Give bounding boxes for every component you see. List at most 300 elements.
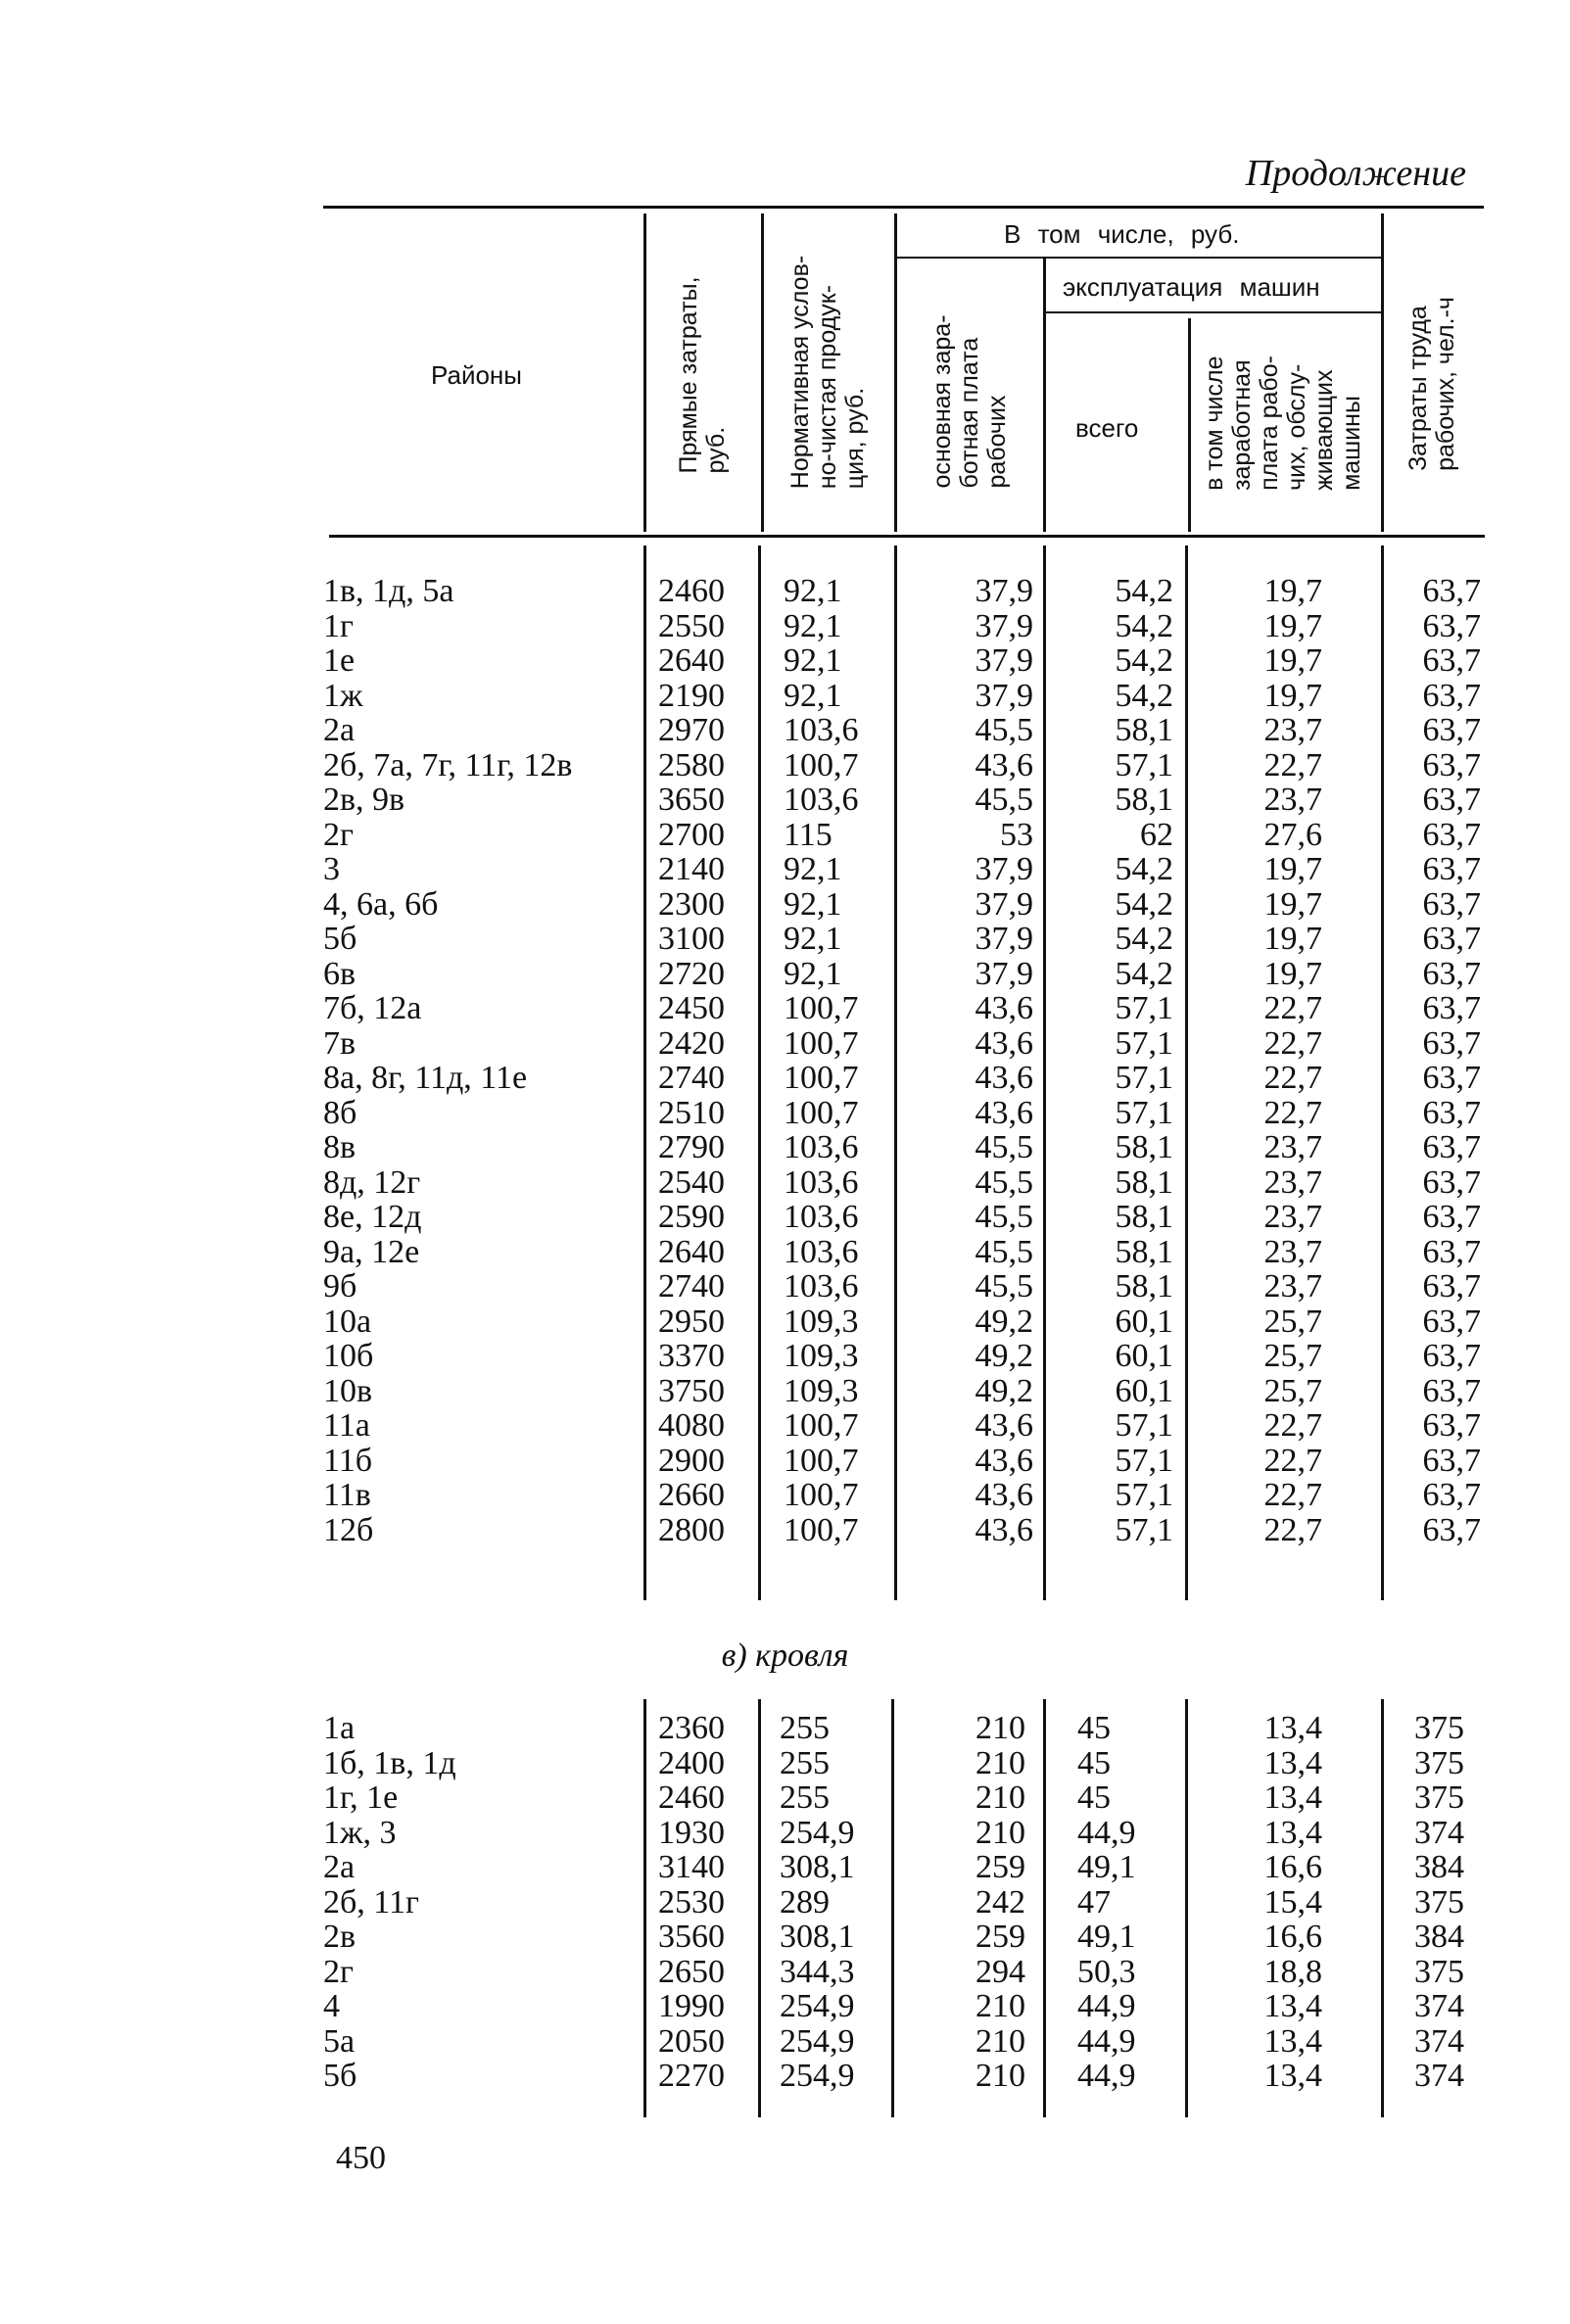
- value-cell: 63,7: [1422, 816, 1481, 853]
- value-cell: 23,7: [1263, 782, 1322, 818]
- value-cell: 210: [975, 1744, 1025, 1781]
- header-vline-1: [643, 213, 646, 532]
- value-cell: 210: [975, 1988, 1025, 2024]
- value-cell: 259: [975, 1849, 1025, 1885]
- value-cell: 63,7: [1422, 607, 1481, 644]
- value-cell: 45,5: [975, 1233, 1033, 1270]
- region-cell: 11б: [323, 1442, 373, 1479]
- value-cell: 2640: [658, 642, 725, 679]
- header-machine-wage: [1201, 356, 1365, 491]
- value-cell: 22,7: [1263, 1442, 1322, 1479]
- value-cell: 50,3: [1077, 1953, 1136, 1990]
- value-cell: 58,1: [1115, 1268, 1173, 1304]
- region-cell: 8д, 12г: [323, 1163, 421, 1201]
- value-cell: 103,6: [784, 782, 859, 818]
- continuation-label: Продолжение: [1245, 153, 1466, 194]
- value-cell: 19,7: [1263, 885, 1322, 923]
- value-cell: 92,1: [784, 921, 842, 957]
- value-cell: 43,6: [975, 1094, 1033, 1131]
- value-cell: 103,6: [784, 1129, 859, 1165]
- value-cell: 25,7: [1263, 1372, 1322, 1409]
- value-cell: 255: [780, 1779, 830, 1816]
- value-cell: 23,7: [1263, 1233, 1322, 1270]
- value-cell: 63,7: [1422, 573, 1481, 609]
- header-total: всего: [1075, 413, 1139, 443]
- value-cell: 43,6: [975, 746, 1033, 783]
- value-cell: 49,2: [975, 1303, 1033, 1340]
- region-cell: 8а, 8г, 11д, 11е: [323, 1060, 528, 1096]
- value-cell: 60,1: [1115, 1303, 1173, 1340]
- header-top-rule: [323, 206, 1484, 209]
- value-cell: 49,1: [1077, 1849, 1136, 1885]
- value-cell: 16,6: [1263, 1919, 1322, 1955]
- value-cell: 2740: [658, 1268, 725, 1304]
- value-cell: 37,9: [975, 885, 1033, 923]
- page-number: 450: [336, 2140, 386, 2176]
- region-cell: 1г, 1е: [323, 1779, 399, 1816]
- value-cell: 13,4: [1263, 2058, 1322, 2094]
- header-bottom-rule: [329, 535, 1485, 538]
- region-cell: 1б, 1в, 1д: [323, 1744, 456, 1781]
- value-cell: 45: [1077, 1710, 1111, 1746]
- value-cell: 54,2: [1115, 851, 1173, 887]
- value-cell: 25,7: [1263, 1303, 1322, 1340]
- header-machine-wage-line: чих, обслу-: [1283, 363, 1310, 491]
- value-cell: 92,1: [784, 677, 842, 714]
- value-cell: 22,7: [1263, 990, 1322, 1026]
- value-cell: 100,7: [784, 990, 859, 1026]
- value-cell: 375: [1414, 1710, 1464, 1746]
- value-cell: 63,7: [1422, 1060, 1481, 1096]
- value-cell: 19,7: [1263, 955, 1322, 992]
- value-cell: 54,2: [1115, 677, 1173, 714]
- value-cell: 3560: [658, 1919, 725, 1955]
- value-cell: 53: [1000, 816, 1033, 853]
- value-cell: 43,6: [975, 1024, 1033, 1062]
- value-cell: 25,7: [1263, 1338, 1322, 1374]
- value-cell: 16,6: [1263, 1849, 1322, 1885]
- value-cell: 2510: [658, 1094, 725, 1131]
- value-cell: 2360: [658, 1710, 725, 1746]
- value-cell: 45,5: [975, 1199, 1033, 1235]
- region-cell: 4, 6а, 6б: [323, 885, 439, 923]
- value-cell: 2450: [658, 990, 725, 1026]
- value-cell: 58,1: [1115, 782, 1173, 818]
- value-cell: 23,7: [1263, 1163, 1322, 1201]
- value-cell: 63,7: [1422, 712, 1481, 748]
- value-cell: 2190: [658, 677, 725, 714]
- value-cell: 92,1: [784, 642, 842, 679]
- value-cell: 2740: [658, 1060, 725, 1096]
- value-cell: 92,1: [784, 955, 842, 992]
- region-cell: 2в, 9в: [323, 782, 405, 818]
- value-cell: 37,9: [975, 642, 1033, 679]
- value-cell: 13,4: [1263, 1814, 1322, 1851]
- value-cell: 374: [1414, 1814, 1464, 1851]
- header-base-wage: [928, 314, 1011, 488]
- table1-vline-4: [1043, 545, 1046, 1600]
- value-cell: 58,1: [1115, 1233, 1173, 1270]
- value-cell: 63,7: [1422, 1511, 1481, 1548]
- value-cell: 45,5: [975, 1268, 1033, 1304]
- value-cell: 100,7: [784, 1442, 859, 1479]
- value-cell: 54,2: [1115, 642, 1173, 679]
- value-cell: 308,1: [780, 1849, 855, 1885]
- value-cell: 255: [780, 1744, 830, 1781]
- value-cell: 2050: [658, 2022, 725, 2060]
- header-normative-line: ция, руб.: [841, 387, 869, 490]
- value-cell: 2550: [658, 607, 725, 644]
- region-cell: 8е, 12д: [323, 1199, 422, 1235]
- header-vline-5: [1188, 318, 1191, 532]
- value-cell: 43,6: [975, 1060, 1033, 1096]
- header-labor-line: рабочих, чел.-ч: [1432, 297, 1459, 471]
- section-title-roofing: в) кровля: [721, 1637, 849, 1674]
- value-cell: 37,9: [975, 677, 1033, 714]
- value-cell: 2640: [658, 1233, 725, 1270]
- value-cell: 23,7: [1263, 1199, 1322, 1235]
- value-cell: 100,7: [784, 1407, 859, 1444]
- value-cell: 254,9: [780, 2058, 855, 2094]
- value-cell: 63,7: [1422, 990, 1481, 1026]
- value-cell: 2420: [658, 1024, 725, 1062]
- value-cell: 23,7: [1263, 1129, 1322, 1165]
- value-cell: 19,7: [1263, 607, 1322, 644]
- value-cell: 109,3: [784, 1303, 859, 1340]
- value-cell: 22,7: [1263, 1511, 1322, 1548]
- region-cell: 11в: [323, 1477, 371, 1513]
- value-cell: 100,7: [784, 1024, 859, 1062]
- value-cell: 384: [1414, 1919, 1464, 1955]
- value-cell: 13,4: [1263, 1988, 1322, 2024]
- value-cell: 63,7: [1422, 782, 1481, 818]
- value-cell: 100,7: [784, 1511, 859, 1548]
- value-cell: 54,2: [1115, 607, 1173, 644]
- table2-vline-3: [891, 1699, 894, 2117]
- value-cell: 22,7: [1263, 1024, 1322, 1062]
- header-incl-rule: [896, 257, 1381, 259]
- value-cell: 63,7: [1422, 1338, 1481, 1374]
- header-normative-line: Нормативная услов-: [786, 255, 814, 490]
- header-direct-costs: [675, 276, 730, 473]
- value-cell: 22,7: [1263, 1060, 1322, 1096]
- region-cell: 2г: [323, 1953, 354, 1990]
- region-cell: 1г: [323, 607, 354, 644]
- table2-vline-4: [1043, 1699, 1046, 2117]
- value-cell: 54,2: [1115, 885, 1173, 923]
- value-cell: 100,7: [784, 1477, 859, 1513]
- value-cell: 23,7: [1263, 712, 1322, 748]
- header-vline-4: [1043, 259, 1046, 532]
- value-cell: 2580: [658, 746, 725, 783]
- value-cell: 37,9: [975, 955, 1033, 992]
- value-cell: 294: [975, 1953, 1025, 1990]
- region-cell: 7в: [323, 1024, 357, 1062]
- value-cell: 109,3: [784, 1372, 859, 1409]
- region-cell: 10в: [323, 1372, 373, 1409]
- value-cell: 1930: [658, 1814, 725, 1851]
- value-cell: 44,9: [1077, 1814, 1136, 1851]
- value-cell: 2140: [658, 851, 725, 887]
- region-cell: 2а: [323, 712, 356, 748]
- region-cell: 4: [323, 1988, 340, 2024]
- value-cell: 63,7: [1422, 1268, 1481, 1304]
- region-cell: 2б, 7а, 7г, 11г, 12в: [323, 746, 573, 783]
- header-machine-wage-line: заработная: [1228, 359, 1256, 491]
- value-cell: 103,6: [784, 1163, 859, 1201]
- region-cell: 1ж: [323, 677, 363, 714]
- value-cell: 2900: [658, 1442, 725, 1479]
- value-cell: 62: [1140, 816, 1173, 853]
- value-cell: 2270: [658, 2058, 725, 2094]
- value-cell: 259: [975, 1919, 1025, 1955]
- value-cell: 45,5: [975, 782, 1033, 818]
- value-cell: 2720: [658, 955, 725, 992]
- value-cell: 375: [1414, 1744, 1464, 1781]
- value-cell: 375: [1414, 1779, 1464, 1816]
- value-cell: 344,3: [780, 1953, 855, 1990]
- header-machines-group: эксплуатация машин: [1063, 272, 1320, 302]
- value-cell: 13,4: [1263, 2022, 1322, 2060]
- region-cell: 1в, 1д, 5а: [323, 573, 454, 609]
- value-cell: 2400: [658, 1744, 725, 1781]
- value-cell: 63,7: [1422, 921, 1481, 957]
- header-base-wage-line: ботная плата: [956, 337, 983, 489]
- header-base-wage-line: рабочих: [983, 395, 1011, 489]
- header-machines-rule: [1045, 311, 1381, 313]
- region-cell: 2г: [323, 816, 354, 853]
- region-cell: 1а: [323, 1710, 356, 1746]
- value-cell: 13,4: [1263, 1779, 1322, 1816]
- value-cell: 254,9: [780, 1814, 855, 1851]
- value-cell: 63,7: [1422, 851, 1481, 887]
- value-cell: 43,6: [975, 990, 1033, 1026]
- header-vline-2: [761, 213, 764, 532]
- value-cell: 23,7: [1263, 1268, 1322, 1304]
- value-cell: 100,7: [784, 746, 859, 783]
- value-cell: 63,7: [1422, 642, 1481, 679]
- value-cell: 63,7: [1422, 1407, 1481, 1444]
- value-cell: 3140: [658, 1849, 725, 1885]
- value-cell: 255: [780, 1710, 830, 1746]
- value-cell: 22,7: [1263, 1094, 1322, 1131]
- value-cell: 63,7: [1422, 1303, 1481, 1340]
- value-cell: 210: [975, 2022, 1025, 2060]
- region-cell: 6в: [323, 955, 357, 992]
- value-cell: 60,1: [1115, 1372, 1173, 1409]
- header-machine-wage-line: машины: [1338, 396, 1365, 491]
- value-cell: 43,6: [975, 1477, 1033, 1513]
- value-cell: 54,2: [1115, 573, 1173, 609]
- value-cell: 2660: [658, 1477, 725, 1513]
- region-cell: 5б: [323, 921, 357, 957]
- header-vline-3: [894, 213, 897, 532]
- value-cell: 22,7: [1263, 746, 1322, 783]
- value-cell: 92,1: [784, 573, 842, 609]
- value-cell: 44,9: [1077, 2022, 1136, 2060]
- value-cell: 375: [1414, 1883, 1464, 1921]
- header-normative-product: [786, 256, 869, 489]
- value-cell: 2590: [658, 1199, 725, 1235]
- value-cell: 63,7: [1422, 955, 1481, 992]
- value-cell: 1990: [658, 1988, 725, 2024]
- value-cell: 44,9: [1077, 1988, 1136, 2024]
- value-cell: 374: [1414, 1988, 1464, 2024]
- value-cell: 37,9: [975, 851, 1033, 887]
- region-cell: 8в: [323, 1129, 357, 1165]
- value-cell: 2950: [658, 1303, 725, 1340]
- value-cell: 2300: [658, 885, 725, 923]
- region-cell: 2б, 11г: [323, 1883, 419, 1921]
- value-cell: 374: [1414, 2022, 1464, 2060]
- value-cell: 63,7: [1422, 1024, 1481, 1062]
- value-cell: 22,7: [1263, 1477, 1322, 1513]
- value-cell: 43,6: [975, 1442, 1033, 1479]
- value-cell: 49,2: [975, 1372, 1033, 1409]
- value-cell: 37,9: [975, 573, 1033, 609]
- table1-vline-2: [758, 545, 761, 1600]
- value-cell: 54,2: [1115, 921, 1173, 957]
- value-cell: 103,6: [784, 1199, 859, 1235]
- value-cell: 37,9: [975, 607, 1033, 644]
- value-cell: 92,1: [784, 885, 842, 923]
- value-cell: 58,1: [1115, 1199, 1173, 1235]
- value-cell: 2460: [658, 573, 725, 609]
- header-machine-wage-line: плата рабо-: [1256, 356, 1283, 491]
- value-cell: 18,8: [1263, 1953, 1322, 1990]
- value-cell: 58,1: [1115, 1163, 1173, 1201]
- region-cell: 5а: [323, 2022, 356, 2060]
- value-cell: 13,4: [1263, 1710, 1322, 1746]
- value-cell: 54,2: [1115, 955, 1173, 992]
- region-cell: 1ж, 3: [323, 1814, 397, 1851]
- header-labor-costs: [1404, 297, 1459, 471]
- region-cell: 10а: [323, 1303, 372, 1340]
- value-cell: 58,1: [1115, 712, 1173, 748]
- value-cell: 2800: [658, 1511, 725, 1548]
- value-cell: 2460: [658, 1779, 725, 1816]
- header-direct-costs-line: Прямые затраты,: [675, 276, 702, 474]
- value-cell: 63,7: [1422, 1442, 1481, 1479]
- value-cell: 57,1: [1115, 1024, 1173, 1062]
- value-cell: 115: [784, 816, 833, 853]
- value-cell: 57,1: [1115, 746, 1173, 783]
- value-cell: 13,4: [1263, 1744, 1322, 1781]
- value-cell: 19,7: [1263, 921, 1322, 957]
- value-cell: 2650: [658, 1953, 725, 1990]
- table2-vline-5: [1185, 1699, 1188, 2117]
- value-cell: 63,7: [1422, 885, 1481, 923]
- value-cell: 19,7: [1263, 642, 1322, 679]
- header-machine-wage-line: живающих: [1310, 369, 1338, 491]
- value-cell: 3100: [658, 921, 725, 957]
- value-cell: 47: [1077, 1883, 1111, 1921]
- value-cell: 19,7: [1263, 851, 1322, 887]
- table1-vline-3: [894, 545, 897, 1600]
- header-base-wage-line: основная зара-: [928, 314, 956, 489]
- value-cell: 44,9: [1077, 2058, 1136, 2094]
- value-cell: 103,6: [784, 1268, 859, 1304]
- value-cell: 49,2: [975, 1338, 1033, 1374]
- value-cell: 45,5: [975, 1129, 1033, 1165]
- value-cell: 57,1: [1115, 1060, 1173, 1096]
- value-cell: 22,7: [1263, 1407, 1322, 1444]
- value-cell: 375: [1414, 1953, 1464, 1990]
- value-cell: 63,7: [1422, 1477, 1481, 1513]
- value-cell: 109,3: [784, 1338, 859, 1374]
- value-cell: 2540: [658, 1163, 725, 1201]
- value-cell: 63,7: [1422, 1233, 1481, 1270]
- value-cell: 4080: [658, 1407, 725, 1444]
- header-vline-6: [1381, 213, 1384, 532]
- value-cell: 384: [1414, 1849, 1464, 1885]
- value-cell: 43,6: [975, 1407, 1033, 1444]
- value-cell: 57,1: [1115, 1511, 1173, 1548]
- value-cell: 210: [975, 2058, 1025, 2094]
- value-cell: 254,9: [780, 1988, 855, 2024]
- header-normative-line: но-чистая продук-: [814, 284, 841, 490]
- value-cell: 308,1: [780, 1919, 855, 1955]
- value-cell: 103,6: [784, 712, 859, 748]
- value-cell: 57,1: [1115, 1442, 1173, 1479]
- region-cell: 2в: [323, 1919, 357, 1955]
- value-cell: 45: [1077, 1744, 1111, 1781]
- value-cell: 57,1: [1115, 990, 1173, 1026]
- value-cell: 63,7: [1422, 746, 1481, 783]
- region-cell: 1е: [323, 642, 356, 679]
- value-cell: 63,7: [1422, 1129, 1481, 1165]
- value-cell: 289: [780, 1883, 830, 1921]
- value-cell: 254,9: [780, 2022, 855, 2060]
- value-cell: 37,9: [975, 921, 1033, 957]
- value-cell: 242: [975, 1883, 1025, 1921]
- value-cell: 374: [1414, 2058, 1464, 2094]
- value-cell: 2530: [658, 1883, 725, 1921]
- value-cell: 45: [1077, 1779, 1111, 1816]
- value-cell: 27,6: [1263, 816, 1322, 853]
- header-direct-costs-line: руб.: [702, 426, 730, 474]
- header-machine-wage-line: в том числе: [1201, 356, 1228, 491]
- value-cell: 63,7: [1422, 1163, 1481, 1201]
- value-cell: 210: [975, 1710, 1025, 1746]
- value-cell: 2970: [658, 712, 725, 748]
- region-cell: 2а: [323, 1849, 356, 1885]
- value-cell: 63,7: [1422, 1372, 1481, 1409]
- value-cell: 2790: [658, 1129, 725, 1165]
- value-cell: 103,6: [784, 1233, 859, 1270]
- value-cell: 43,6: [975, 1511, 1033, 1548]
- value-cell: 63,7: [1422, 1199, 1481, 1235]
- value-cell: 100,7: [784, 1060, 859, 1096]
- region-cell: 8б: [323, 1094, 357, 1131]
- value-cell: 3370: [658, 1338, 725, 1374]
- value-cell: 49,1: [1077, 1919, 1136, 1955]
- table1-vline-5: [1185, 545, 1188, 1600]
- value-cell: 19,7: [1263, 677, 1322, 714]
- header-regions: Районы: [431, 360, 522, 390]
- region-cell: 11а: [323, 1407, 370, 1444]
- value-cell: 15,4: [1263, 1883, 1322, 1921]
- value-cell: 210: [975, 1779, 1025, 1816]
- value-cell: 3650: [658, 782, 725, 818]
- value-cell: 3750: [658, 1372, 725, 1409]
- table2-vline-2: [758, 1699, 761, 2117]
- value-cell: 92,1: [784, 851, 842, 887]
- region-cell: 12б: [323, 1511, 374, 1548]
- region-cell: 7б, 12а: [323, 990, 422, 1026]
- value-cell: 45,5: [975, 712, 1033, 748]
- region-cell: 3: [323, 851, 340, 887]
